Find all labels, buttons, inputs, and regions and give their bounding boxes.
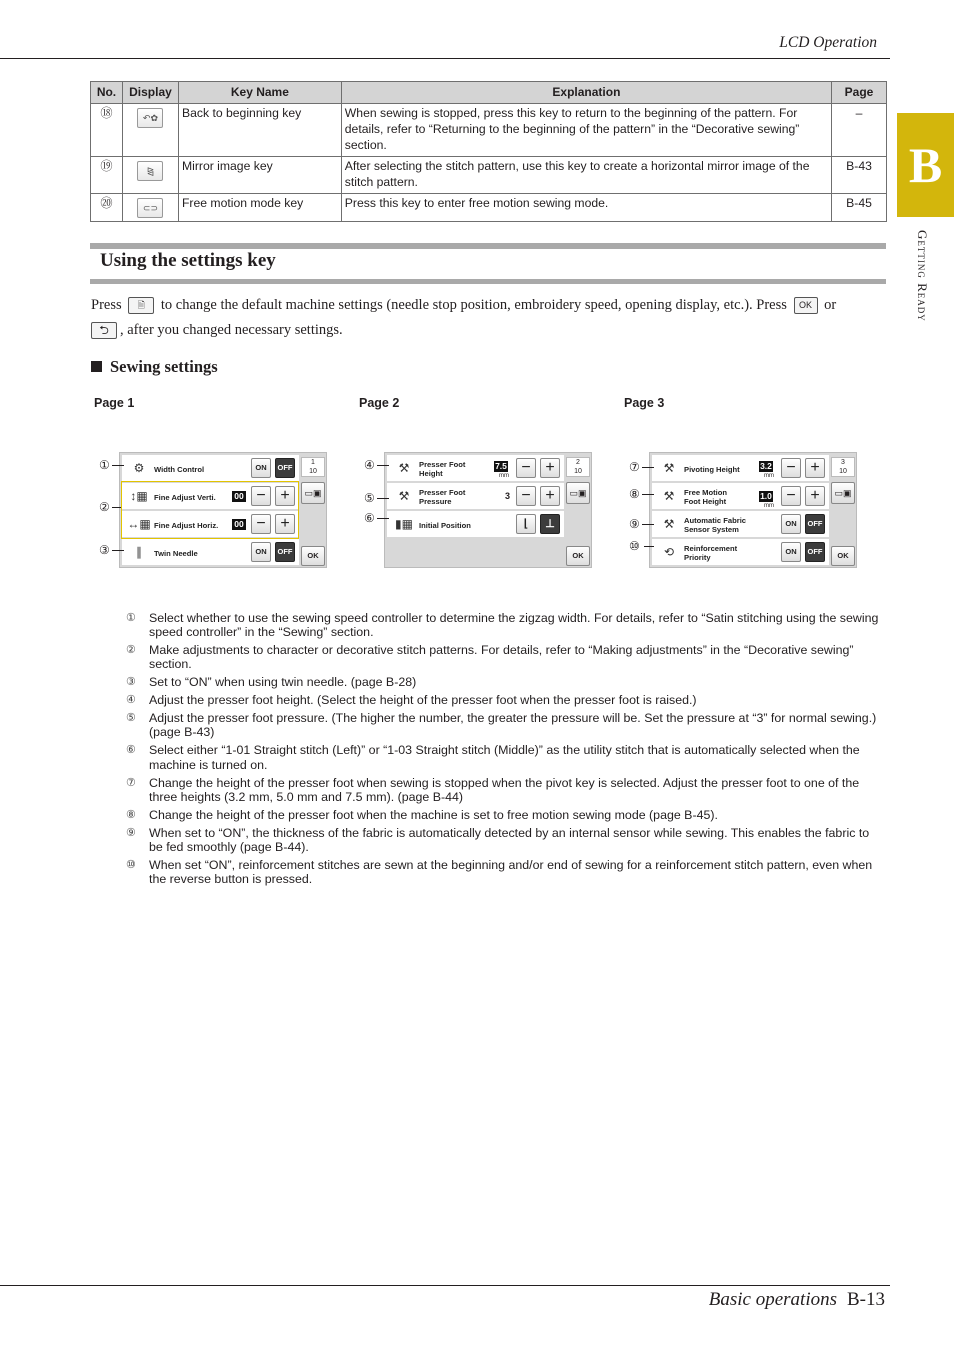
settings-screen-page-2 — [384, 452, 592, 568]
setting-row-initial-position — [387, 511, 564, 537]
left-position-button[interactable]: ⌊ — [516, 514, 536, 534]
setting-value: 3.2 — [760, 461, 772, 471]
mirror-image-icon: ⧎ — [137, 161, 163, 181]
page-indicator: 3 10 — [831, 457, 855, 477]
pivoting-height-icon: ⚒ — [663, 461, 675, 475]
settings-screen-page-3 — [649, 452, 857, 568]
setting-row-pivoting-height — [652, 455, 829, 481]
minus-button[interactable]: − — [251, 486, 271, 506]
page-indicator: 1 10 — [301, 457, 325, 477]
plus-button[interactable]: + — [275, 514, 295, 534]
minus-button[interactable]: − — [781, 458, 801, 478]
initial-position-icon: ▮▦ — [395, 517, 413, 531]
page-ref: B-43 — [832, 157, 887, 194]
key-explanation: After selecting the stitch pattern, use this key to create a horizontal mirror image of the stitch pattern. — [341, 157, 831, 194]
footer-rule — [0, 1285, 890, 1286]
back-to-beginning-icon: ↶✿ — [137, 108, 163, 128]
column-header: Explanation — [341, 82, 831, 104]
page-indicator: 2 10 — [566, 457, 590, 477]
callout-marker: ⑧ — [629, 487, 640, 501]
key-name: Back to beginning key — [178, 104, 341, 157]
page-ref: – — [832, 104, 887, 157]
callout-marker: ③ — [99, 543, 110, 557]
callout-marker: ⑦ — [629, 460, 640, 474]
setting-label: Free Motion Foot Height — [684, 488, 728, 506]
horizontal-adjust-icon: ↔▦ — [127, 517, 151, 531]
row-number: ⑱ — [91, 104, 123, 157]
setting-row-free-motion-foot-height — [652, 483, 829, 509]
off-button[interactable]: OFF — [805, 542, 825, 562]
key-explanation: Press this key to enter free motion sewing mode. — [341, 194, 831, 222]
table-header-row — [91, 82, 887, 104]
chapter-tab: B — [897, 113, 954, 217]
settings-notes-list — [126, 611, 886, 890]
setting-label: Reinforcement Priority — [684, 544, 738, 562]
middle-position-button[interactable]: ⊥ — [540, 514, 560, 534]
list-item: ③ Set to “ON” when using twin needle. (page B-28) — [126, 675, 417, 690]
back-key-icon: ⮌ — [91, 322, 117, 339]
on-button[interactable]: ON — [781, 514, 801, 534]
setting-row-presser-foot-pressure — [387, 483, 564, 509]
minus-button[interactable]: − — [516, 458, 536, 478]
off-button[interactable]: OFF — [275, 458, 295, 478]
list-item: ② Make adjustments to character or decorative stitch patterns. For details, refer to “Making adjustments” in the “Decorative sewing” section. — [126, 643, 854, 672]
table-row — [91, 104, 887, 157]
ok-key-icon: OK — [794, 297, 818, 314]
list-item: ⑩ When set “ON”, reinforcement stitches are sewn at the beginning and/or end of sewing for a reinforcement stitch pattern, even when the reverse button is pressed. — [126, 857, 873, 887]
setting-row-fabric-sensor — [652, 511, 829, 537]
page-footer: Basic operations B-13 — [708, 1289, 885, 1310]
column-header: Page — [832, 82, 887, 104]
plus-button[interactable]: + — [540, 458, 560, 478]
vertical-adjust-icon: ↕▦ — [130, 489, 148, 503]
chapter-label: Getting Ready — [915, 230, 930, 322]
setting-value: 3 — [505, 491, 511, 501]
ok-button[interactable]: OK — [831, 546, 855, 566]
leader-line — [112, 507, 121, 508]
leader-line — [644, 546, 654, 547]
running-header: LCD Operation — [779, 34, 877, 51]
header-rule — [0, 58, 890, 59]
plus-button[interactable]: + — [805, 486, 825, 506]
off-button[interactable]: OFF — [805, 514, 825, 534]
column-header: Key Name — [178, 82, 341, 104]
table-row — [91, 194, 887, 222]
leader-line — [377, 465, 389, 466]
column-header: Display — [122, 82, 178, 104]
setting-label: Twin Needle — [154, 549, 198, 558]
leader-line — [112, 550, 124, 551]
setting-label: Presser Foot Height — [419, 460, 466, 478]
section-bar — [90, 243, 886, 249]
callout-marker: ① — [99, 458, 110, 472]
list-item: ⑥ Select either “1-01 Straight stitch (Left)” or “1-03 Straight stitch (Middle)” as the utility stitch that is automatically selected when the machine is turned on. — [126, 743, 860, 772]
setting-value: 00 — [232, 519, 246, 530]
page-1-label: Page 1 — [94, 396, 135, 410]
plus-button[interactable]: + — [805, 458, 825, 478]
on-button[interactable]: ON — [251, 542, 271, 562]
list-item: ⑦ Change the height of the presser foot when sewing is stopped when the pivot key is selected. Adjust the presser foot to one of the three heights (3.2 mm, 5.0 mm and 7.5 mm). (page B-44) — [126, 775, 860, 804]
setting-label: Presser Foot Pressure — [419, 488, 466, 506]
leader-line — [377, 498, 389, 499]
column-header: No. — [91, 82, 123, 104]
list-item: ④ Adjust the presser foot height. (Select the height of the presser foot when the presser foot is raised.) — [126, 693, 697, 708]
key-explanation: When sewing is stopped, press this key to return to the beginning of the pattern. For details, refer to “Returning to the beginning of the pattern” in the “Decorative sewing” section. — [341, 104, 831, 157]
ok-button[interactable]: OK — [566, 546, 590, 566]
setting-value: 1.0 — [760, 491, 772, 501]
page-switch-button[interactable]: ▭▣ — [566, 482, 590, 504]
ok-button[interactable]: OK — [301, 546, 325, 566]
setting-value: 7.5 — [495, 461, 507, 471]
leader-line — [642, 467, 654, 468]
setting-label: Fine Adjust Verti. — [154, 493, 216, 502]
key-name: Free motion mode key — [178, 194, 341, 222]
setting-row-twin-needle — [122, 539, 299, 565]
reinforcement-icon: ⟲ — [663, 545, 675, 559]
section-bar — [90, 279, 886, 284]
highlight-frame — [121, 481, 299, 539]
plus-button[interactable]: + — [540, 486, 560, 506]
on-button[interactable]: ON — [251, 458, 271, 478]
minus-button[interactable]: − — [251, 514, 271, 534]
leader-line — [642, 524, 654, 525]
off-button[interactable]: OFF — [275, 542, 295, 562]
twin-needle-icon: ∥ — [136, 545, 142, 559]
free-motion-foot-icon: ⚒ — [663, 489, 675, 503]
list-item: ⑨ When set to “ON”, the thickness of the fabric is automatically detected by an internal sensor while sewing. This enables the fabric to be fed smoothly (page B-44). — [126, 825, 870, 854]
unit-label: mm — [499, 473, 509, 479]
leader-line — [642, 494, 654, 495]
page-switch-button[interactable]: ▭▣ — [301, 482, 325, 504]
intro-paragraph: Press 🗎 to change the default machine settings (needle stop position, embroidery speed, opening display, etc.). Press OK or ⮌ , after you changed necessary settings. — [91, 297, 837, 338]
fabric-sensor-icon: ⚒ — [663, 517, 675, 531]
plus-button[interactable]: + — [275, 486, 295, 506]
callout-marker: ⑤ — [364, 491, 375, 505]
setting-label: Width Control — [154, 465, 205, 474]
free-motion-icon: ⊂⊃ — [137, 198, 163, 218]
setting-value: 00 — [232, 491, 246, 502]
setting-label: Pivoting Height — [684, 465, 740, 474]
unit-label: mm — [764, 473, 774, 479]
minus-button[interactable]: − — [516, 486, 536, 506]
key-name: Mirror image key — [178, 157, 341, 194]
callout-marker: ⑥ — [364, 511, 375, 525]
callout-marker: ⑩ — [629, 539, 640, 553]
page-switch-button[interactable]: ▭▣ — [831, 482, 855, 504]
setting-label: Initial Position — [419, 521, 471, 530]
page-2-label: Page 2 — [359, 396, 400, 410]
subsection-title: Sewing settings — [91, 357, 218, 377]
leader-line — [377, 518, 389, 519]
row-number: ⑳ — [91, 194, 123, 222]
on-button[interactable]: ON — [781, 542, 801, 562]
list-item: ① Select whether to use the sewing speed controller to determine the zigzag width. For details, refer to “Satin stitching using the sewing speed controller” in the “Sewing” section. — [126, 611, 879, 640]
list-item: ⑧ Change the height of the presser foot when the machine is set to free motion sewing mode (page B-45). — [126, 807, 718, 822]
minus-button[interactable]: − — [781, 486, 801, 506]
square-bullet-icon — [91, 361, 102, 372]
callout-marker: ② — [99, 500, 110, 514]
setting-row-width-control — [122, 455, 299, 481]
list-item: ⑤ Adjust the presser foot pressure. (The higher the number, the greater the pressure will be. Set the pressure at “3” for normal sewing.) (page B-43) — [126, 711, 877, 740]
table-row — [91, 157, 887, 194]
unit-label: mm — [764, 503, 774, 509]
setting-row-reinforcement-priority — [652, 539, 829, 565]
width-control-icon: ⚙ — [133, 461, 145, 475]
key-table — [90, 81, 887, 222]
page-3-label: Page 3 — [624, 396, 665, 410]
callout-marker: ⑨ — [629, 517, 640, 531]
row-number: ⑲ — [91, 157, 123, 194]
presser-foot-height-icon: ⚒ — [398, 461, 410, 475]
page-ref: B-45 — [832, 194, 887, 222]
setting-label: Automatic Fabric Sensor System — [684, 516, 747, 534]
section-title: Using the settings key — [100, 250, 276, 271]
presser-foot-pressure-icon: ⚒ — [398, 489, 410, 503]
callout-marker: ④ — [364, 458, 375, 472]
setting-label: Fine Adjust Horiz. — [154, 521, 219, 530]
leader-line — [112, 465, 124, 466]
settings-screen-page-1 — [119, 452, 327, 568]
settings-key-icon: 🗎 — [128, 297, 154, 314]
setting-row-presser-foot-height — [387, 455, 564, 481]
